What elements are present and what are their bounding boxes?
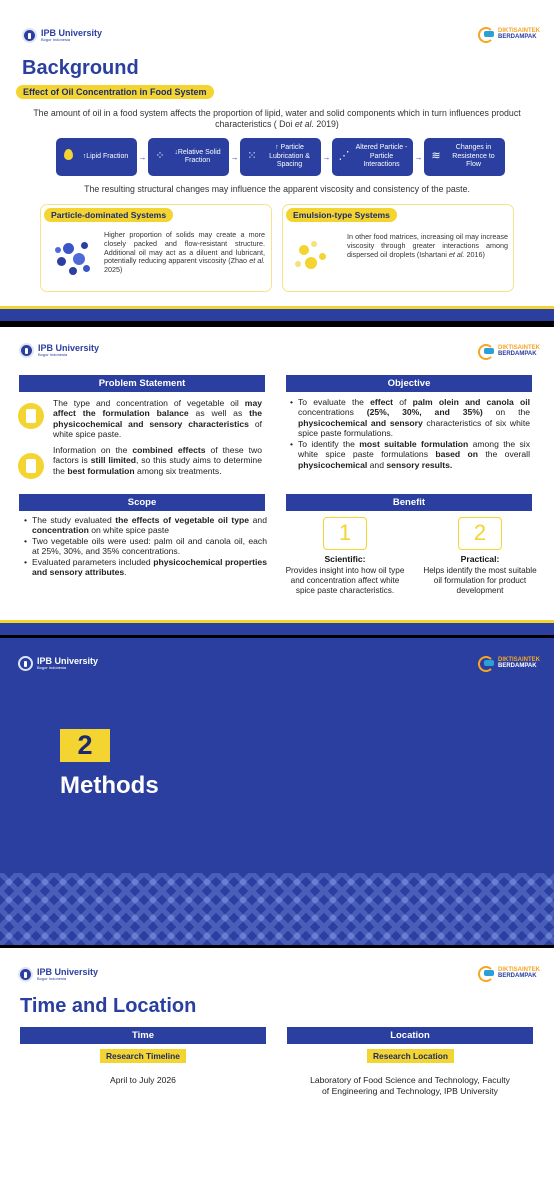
ipb-seal-icon	[18, 656, 33, 671]
diktisaintek-mark-icon	[478, 344, 496, 358]
card-body: In other food matrices, increasing oil may increase viscosity through greater interactions among dispersed oil droplets (Ishartani et al. 2016)	[347, 232, 508, 259]
ipb-seal-icon	[19, 343, 34, 358]
particles-icon: ⁘	[155, 150, 165, 163]
ipb-sub: Bogor Indonesia	[41, 37, 71, 42]
dik-line1: DIKTISAINTEK	[498, 27, 540, 34]
scope-list	[24, 515, 267, 578]
problem-paragraph-1: The type and concentration of vegetable oil may affect the formulation balance as well as the physicochemical and sensory characteristics of white spice paste.	[53, 398, 262, 440]
diktisaintek-mark-icon	[478, 966, 496, 980]
flow-step-4: ⋰ Altered Particle - Particle Interactions	[332, 138, 413, 176]
ipb-name: IPB University	[38, 343, 100, 353]
scope-item: • The study evaluated the effects of vegetable oil type and concentration on white spice paste	[24, 515, 267, 536]
mechanism-flow	[56, 138, 505, 176]
benefit-body-1: Provides insight into how oil type and concentration affect white spice paste characteristics.	[285, 566, 405, 595]
particle-network-icon: ⋰	[338, 150, 350, 163]
card-heading: Emulsion-type Systems	[286, 208, 397, 222]
location-value: Laboratory of Food Science and Technology, Faculty of Engineering and Technology, IPB University	[310, 1075, 510, 1096]
ipb-seal-icon	[18, 967, 33, 982]
benefit-title-2: Practical:	[460, 554, 500, 564]
dik-line2: BERDAMPAK	[498, 34, 537, 40]
oil-drop-icon	[61, 149, 75, 164]
slide-background	[0, 0, 554, 321]
benefit-heading: Benefit	[286, 494, 532, 511]
problem-paragraph-2: Information on the combined effects of these two factors is still limited, so this study aims to determine the best formulation among six treatments.	[53, 445, 262, 476]
time-value: April to July 2026	[110, 1075, 176, 1085]
section-subtitle: Effect of Oil Concentration in Food System	[16, 85, 214, 99]
benefit-number-1: 1	[323, 517, 367, 550]
result-text: The resulting structural changes may influence the apparent viscosity and consistency of the paste.	[84, 184, 470, 194]
dik-line1: DIKTISAINTEK	[498, 344, 540, 351]
arrow-icon: →	[322, 152, 331, 162]
diktisaintek-logo	[478, 966, 540, 980]
arrow-icon: →	[414, 152, 423, 162]
diktisaintek-logo	[478, 656, 540, 670]
objective-item: • To identify the most suitable formulation among the six white spice paste formulations based on the overall physicochemical and sensory results.	[290, 439, 530, 470]
benefit-title-1: Scientific:	[324, 554, 366, 564]
ipb-logo	[19, 343, 99, 358]
ipb-seal-icon	[22, 28, 37, 43]
dik-line2: BERDAMPAK	[498, 351, 537, 357]
flow-step-5: ≋ Changes in Resistence to Flow	[424, 138, 505, 176]
diktisaintek-logo	[478, 344, 540, 358]
arrow-icon: →	[230, 152, 239, 162]
slide-time-location	[0, 948, 554, 1200]
diktisaintek-logo	[478, 27, 540, 41]
jar-icon	[18, 403, 44, 429]
flow-step-1: ↑Lipid Fraction	[56, 138, 137, 176]
card-body: Higher proportion of solids may create a more closely packed and flow-resistant structure. Additional oil may act as a diluent and lubricant, potentially reducing apparent viscosity (Zhao et al. 2025)	[104, 230, 265, 275]
diktisaintek-mark-icon	[478, 656, 496, 670]
dik-line2: BERDAMPAK	[498, 663, 537, 669]
document-icon	[18, 453, 44, 479]
scope-heading: Scope	[19, 494, 265, 511]
batik-pattern	[0, 873, 554, 945]
flow-step-2: ⁘ ↓Relative Solid Fraction	[148, 138, 229, 176]
objective-item: • To evaluate the effect of palm olein and canola oil concentrations (25%, 30%, and 35%) on the physicochemical and sensory characteristics of six white spice paste formulations.	[290, 397, 530, 439]
ipb-name: IPB University	[37, 656, 99, 666]
dik-line2: BERDAMPAK	[498, 973, 537, 979]
card-emulsion-type	[282, 204, 514, 292]
flow-step-3: ⁙ ↑ Particle Lubrication & Spacing	[240, 138, 321, 176]
slide-problem-objective	[0, 327, 554, 635]
scope-item: • Evaluated parameters included physicochemical properties and sensory attributes.	[24, 557, 267, 578]
dik-line1: DIKTISAINTEK	[498, 966, 540, 973]
card-particle-dominated	[40, 204, 272, 292]
time-pill: Research Timeline	[100, 1049, 186, 1063]
location-heading: Location	[287, 1027, 533, 1044]
ipb-name: IPB University	[41, 28, 103, 38]
ipb-sub: Bogor Indonesia	[37, 665, 67, 670]
problem-heading: Problem Statement	[19, 375, 265, 392]
particle-spacing-icon: ⁙	[247, 150, 257, 163]
ipb-sub: Bogor Indonesia	[38, 352, 68, 357]
ipb-logo	[18, 656, 98, 671]
page-title: Background	[22, 57, 139, 79]
page-title: Time and Location	[20, 995, 197, 1017]
intro-text: The amount of oil in a food system affects the proportion of lipid, water and solid components which in turn influences product characteristics ( Doi et al. 2019)	[33, 108, 521, 130]
section-title: Methods	[60, 772, 159, 799]
ipb-sub: Bogor Indonesia	[37, 976, 67, 981]
objective-list	[290, 397, 530, 470]
dik-line1: DIKTISAINTEK	[498, 656, 540, 663]
footer-strip	[0, 309, 554, 321]
benefit-body-2: Helps identify the most suitable oil formulation for product development	[423, 566, 537, 595]
arrow-icon: →	[138, 152, 147, 162]
card-heading: Particle-dominated Systems	[44, 208, 173, 222]
footer-strip	[0, 623, 554, 635]
objective-heading: Objective	[286, 375, 532, 392]
ipb-logo	[22, 28, 102, 43]
benefit-number-2: 2	[458, 517, 502, 550]
diktisaintek-mark-icon	[478, 27, 496, 41]
section-number: 2	[60, 729, 110, 762]
scope-item: • Two vegetable oils were used: palm oil and canola oil, each at 25%, 30%, and 35% concentrations.	[24, 536, 267, 557]
location-pill: Research Location	[367, 1049, 454, 1063]
ipb-logo	[18, 967, 98, 982]
ipb-name: IPB University	[37, 967, 99, 977]
waves-icon: ≋	[431, 150, 441, 163]
slide-methods-divider	[0, 638, 554, 945]
time-heading: Time	[20, 1027, 266, 1044]
